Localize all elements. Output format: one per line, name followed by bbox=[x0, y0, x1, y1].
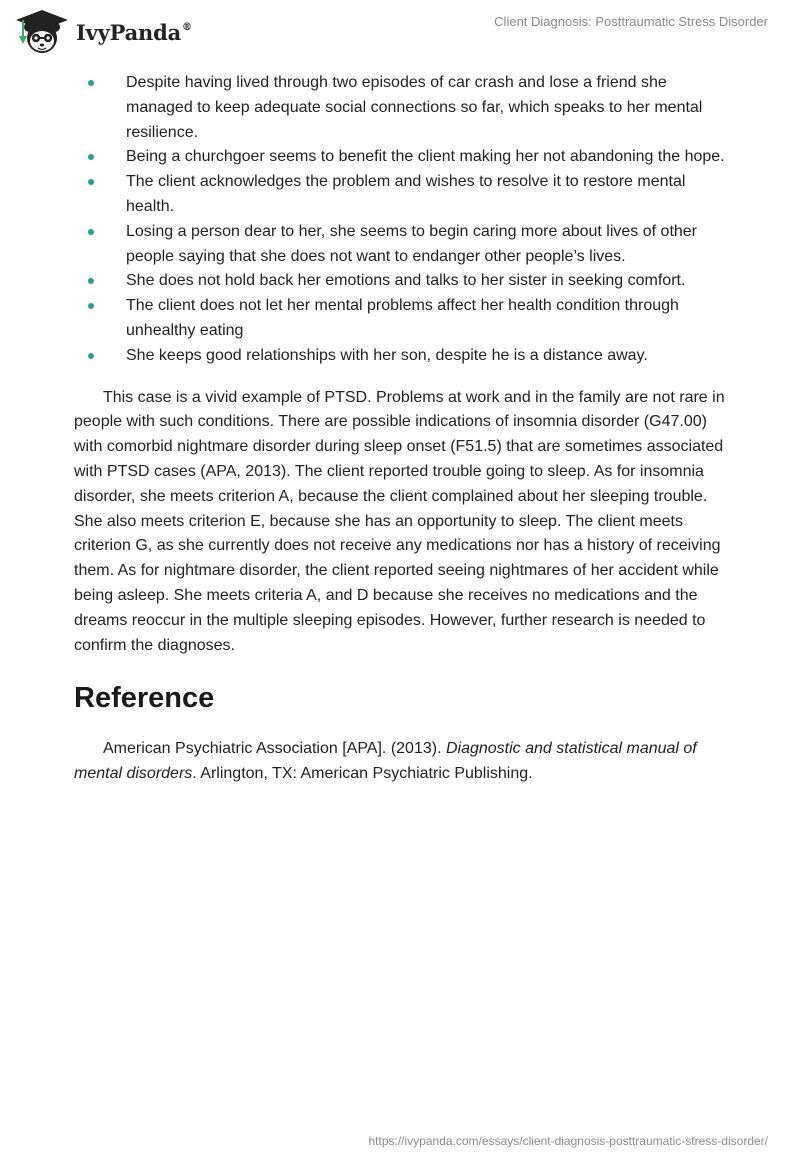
article-content bbox=[74, 71, 726, 787]
bullet-icon bbox=[88, 278, 94, 284]
document-title: Client Diagnosis: Posttraumatic Stress Disorder bbox=[494, 14, 768, 29]
reference-heading: Reference bbox=[74, 682, 215, 715]
reference-publisher: . Arlington, TX: American Psychiatric Publishing. bbox=[192, 765, 533, 783]
list-item: Being a churchgoer seems to benefit the client making her not abandoning the hope. bbox=[74, 145, 726, 170]
list-item: She does not hold back her emotions and talks to her sister in seeking comfort. bbox=[74, 269, 726, 294]
bullet-icon bbox=[88, 80, 94, 86]
bullet-icon bbox=[88, 303, 94, 309]
source-url[interactable]: https://ivypanda.com/essays/client-diagnosis-posttraumatic-stress-disorder/ bbox=[368, 1134, 768, 1148]
list-item: She keeps good relationships with her son, despite he is a distance away. bbox=[74, 344, 726, 369]
page-header bbox=[0, 0, 800, 64]
reference-entry bbox=[74, 737, 726, 787]
panda-graduate-icon bbox=[14, 8, 70, 56]
list-item: Losing a person dear to her, she seems to begin caring more about lives of other people saying that she does not want to endanger other people’s lives. bbox=[74, 220, 726, 270]
list-item: The client does not let her mental problems affect her health condition through unhealthy eating bbox=[74, 294, 726, 344]
bullet-icon bbox=[88, 353, 94, 359]
list-item: The client acknowledges the problem and wishes to resolve it to restore mental health. bbox=[74, 170, 726, 220]
reference-author: American Psychiatric Association [APA]. (2013). bbox=[103, 740, 446, 758]
reference-title: Diagnostic and statistical manual of mental disorders bbox=[74, 740, 697, 783]
bullet-icon bbox=[88, 179, 94, 185]
logo[interactable] bbox=[14, 8, 192, 56]
bullet-icon bbox=[88, 229, 94, 235]
logo-text: IvyPanda® bbox=[76, 19, 192, 45]
body-paragraph: This case is a vivid example of PTSD. Problems at work and in the family are not rare in people with such conditions. There are possible indications of insomnia disorder (G47.00) with comorbid nightmare disorder during sleep onset (F51.5) that are sometimes associated with PTSD cases (APA, 2013). The client reported trouble going to sleep. As for insomnia disorder, she meets criterion A, because the client complained about her sleeping trouble. She also meets criterion E, because she has an opportunity to sleep. The client meets criterion G, as she currently does not receive any medications nor has a history of receiving them. As for nightmare disorder, the client reported seeing nightmares of her accident while being asleep. She meets criteria A, and D because she receives no medications and the dreams reoccur in the multiple sleeping episodes. However, further research is needed to confirm the diagnoses. bbox=[74, 388, 725, 654]
list-item: Despite having lived through two episodes of car crash and lose a friend she managed to keep adequate social connections so far, which speaks to her mental resilience. bbox=[74, 71, 726, 145]
bullet-icon bbox=[88, 154, 94, 160]
strengths-list bbox=[74, 71, 726, 369]
